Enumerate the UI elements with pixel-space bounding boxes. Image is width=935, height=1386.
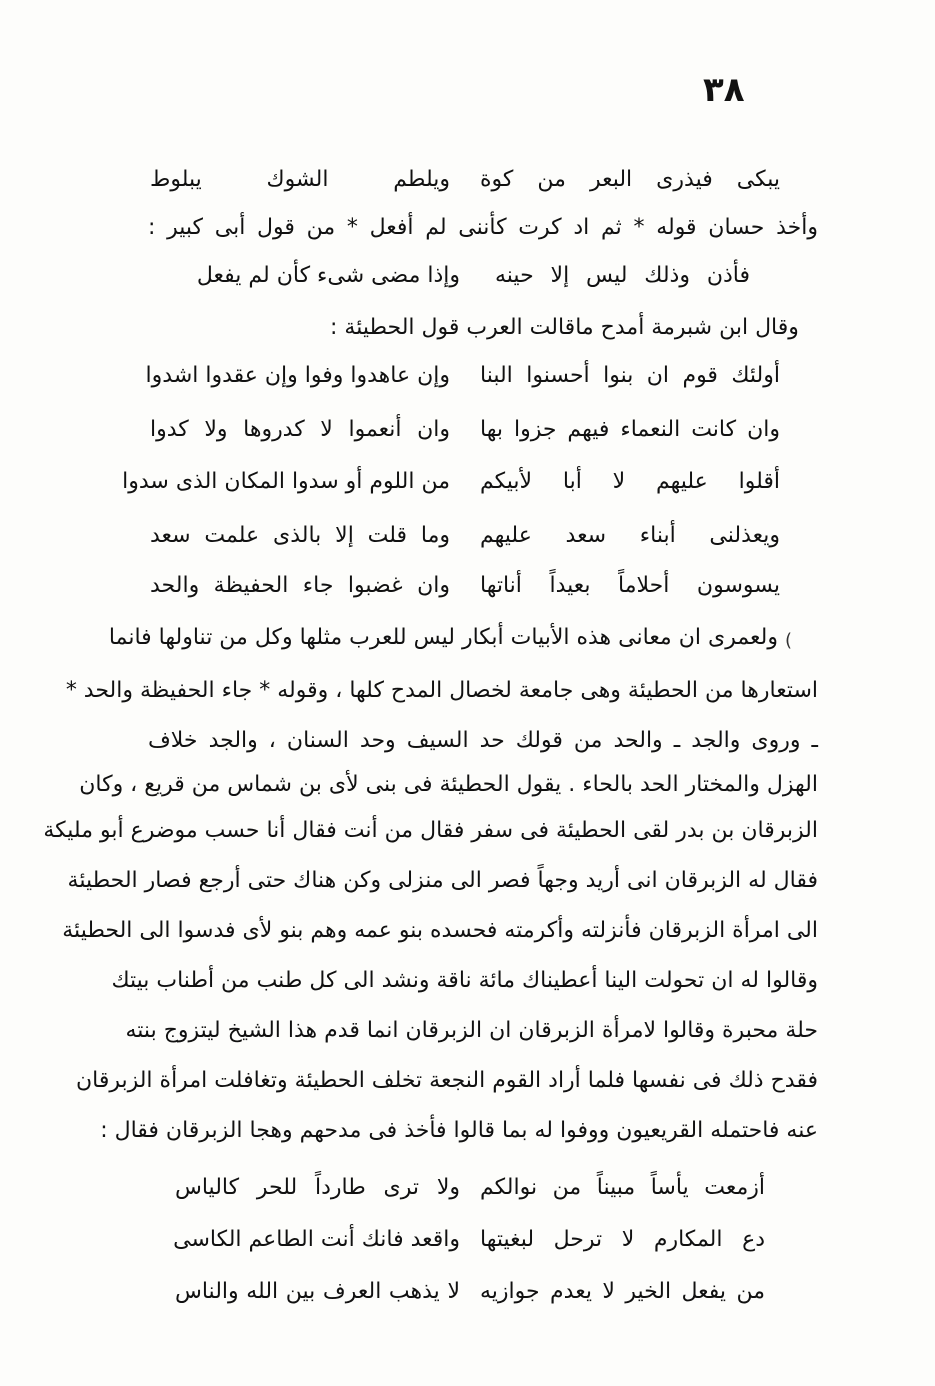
verse-row — [175, 1220, 765, 1260]
verse-first-hemistich: وان كانت النعماء فيهم جزوا بها — [480, 417, 780, 442]
top-verse — [150, 160, 780, 200]
verse-second-hemistich: واقعد فانك أنت الطاعم الكاسى — [173, 1227, 460, 1252]
margin-mark: ) — [785, 630, 793, 651]
verse-second-hemistich: ويلطم الشوك يبلوط — [150, 167, 450, 192]
page-number: ٣٨ — [703, 70, 745, 110]
prose-line: عنه فاحتمله القريعيون ووفوا له بما قالوا فأخذ فى مدحهم وهجا الزبرقان فقال : — [100, 1118, 818, 1143]
verse-row — [150, 566, 780, 606]
verse-first-hemistich: دع المكارم لا ترحل لبغيتها — [480, 1227, 765, 1252]
prose-line: الى امرأة الزبرقان فأنزلته وأكرمته فحسده بنو عمه وهم بنو لأى فدسوا الى الحطيئة — [62, 918, 818, 943]
verse-second-hemistich: وإذا مضى شىء كأن لم يفعل — [196, 263, 460, 288]
prose-line: وقال ابن شبرمة أمدح ماقالت العرب قول الحطيئة : — [330, 315, 799, 340]
prose-line: ولعمرى ان معانى هذه الأبيات أبكار ليس للعرب مثلها وكل من تناولها فانما — [108, 625, 778, 650]
prose-line: وأخذ حسان قوله * ثم اد كرت كأننى لم أفعل * من قول أبى كبير : — [148, 215, 818, 240]
verse-second-hemistich: من اللوم أو سدوا المكان الذى سدوا — [122, 469, 450, 494]
verse-row — [175, 1272, 765, 1312]
verse-row — [145, 356, 780, 396]
verse-first-hemistich: أقلوا عليهم لا أبا لأبيكم — [480, 469, 780, 494]
verse-first-hemistich: أولئك قوم ان بنوا أحسنوا البنا — [480, 363, 780, 388]
verse-row — [122, 462, 780, 502]
verse-first-hemistich: يبكى فيذرى البعر من كوة — [480, 167, 780, 192]
verse-row — [175, 1168, 765, 1208]
prose-line: ـ وروى والجد ـ والحد من قولك حد السيف وحد السنان ، والجد خلاف — [148, 728, 818, 753]
verse-first-hemistich: أزمعت يأساً مبيناً من نوالكم — [480, 1175, 765, 1200]
verse-first-hemistich: فأذن وذلك ليس إلا حينه — [495, 263, 750, 288]
prose-line: الزبرقان بن بدر لقى الحطيئة فى سفر فقال من أنت فقال أنا حسب موضرع أبو مليكة — [43, 818, 818, 843]
verse-first-hemistich: ويعذلنى أبناء سعد عليهم — [480, 523, 780, 548]
verse-row — [150, 516, 780, 556]
prose-line: فقال له الزبرقان انى أريد وجهاً فصر الى منزلى وكن هناك حتى أرجع فصار الحطيئة — [67, 868, 818, 893]
verse-second-hemistich: وان أنعموا لا كدروها ولا كدوا — [150, 417, 450, 442]
prose-line: استعارها من الحطيئة وهى جامعة لخصال المدح كلها ، وقوله * جاء الحفيظة والحد * — [65, 678, 818, 703]
verse-first-hemistich: من يفعل الخير لا يعدم جوازيه — [480, 1279, 765, 1304]
kabir-verse — [196, 256, 750, 296]
verse-second-hemistich: وان غضبوا جاء الحفيظة والحد — [150, 573, 450, 598]
verse-second-hemistich: وما قلت إلا بالذى علمت سعد — [150, 523, 450, 548]
verse-first-hemistich: يسوسون أحلاماً بعيداً أناتها — [480, 573, 780, 598]
prose-line: حلة محبرة وقالوا لامرأة الزبرقان ان الزبرقان انما قدم هذا الشيخ ليتزوج بنته — [125, 1018, 818, 1043]
verse-second-hemistich: ولا ترى طارداً للحر كالياس — [175, 1175, 460, 1200]
verse-second-hemistich: لا يذهب العرف بين الله والناس — [175, 1279, 460, 1304]
prose-line: وقالوا له ان تحولت الينا أعطيناك مائة ناقة ونشد الى كل طنب من أطناب بيتك — [111, 968, 818, 993]
verse-second-hemistich: وإن عاهدوا وفوا وإن عقدوا اشدوا — [145, 363, 450, 388]
verse-row — [150, 410, 780, 450]
prose-line: فقدح ذلك فى نفسها فلما أراد القوم النجعة تخلف الحطيئة وتغافلت امرأة الزبرقان — [75, 1068, 818, 1093]
prose-line: الهزل والمختار الحد بالحاء . يقول الحطيئة فى بنى لأى بن شماس من قريع ، وكان — [79, 772, 818, 797]
